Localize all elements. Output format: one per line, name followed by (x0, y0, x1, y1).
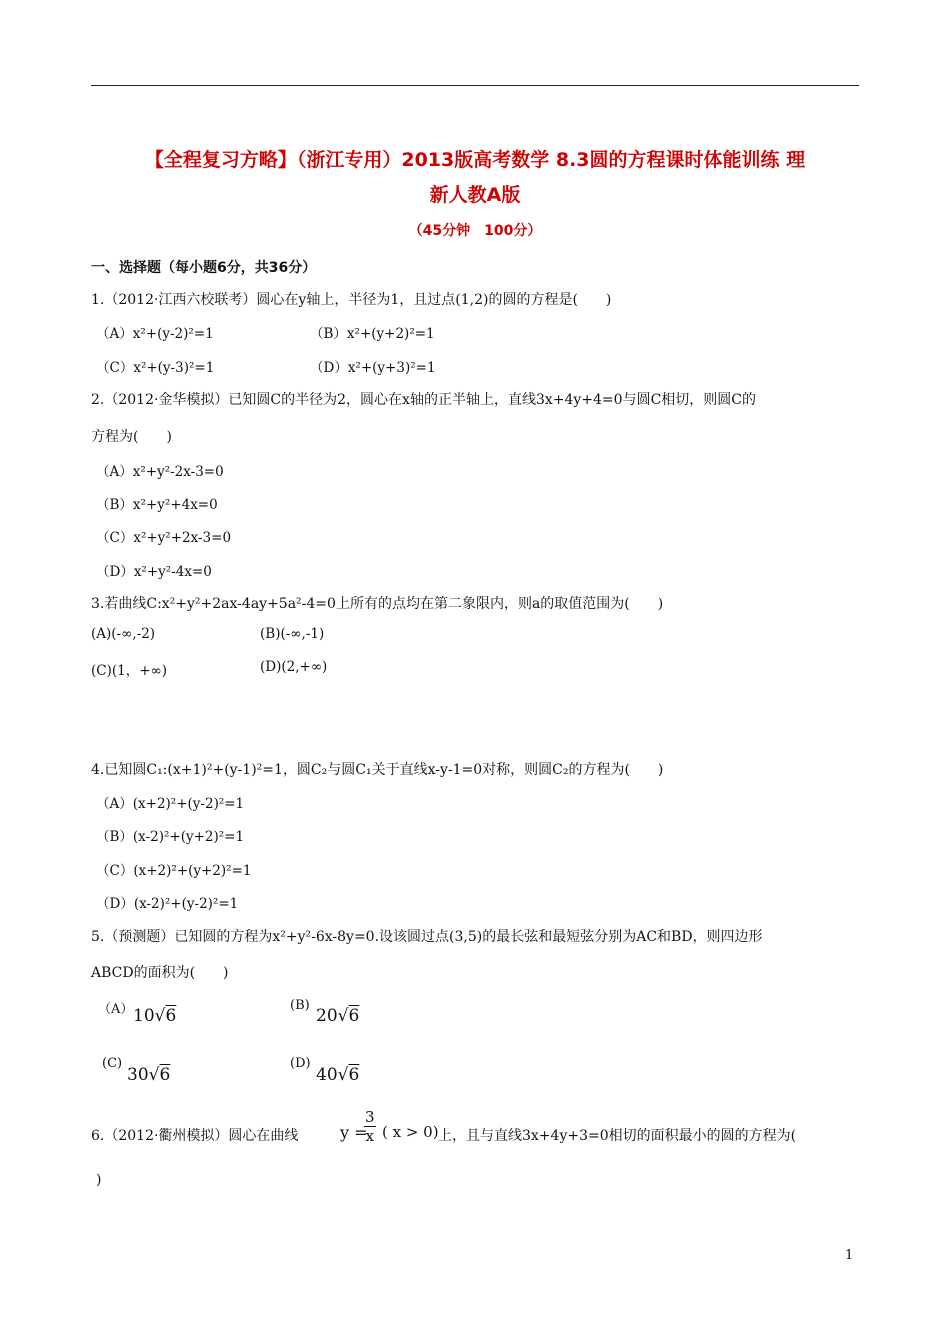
question-2-option-d: （D）x²+y²-4x=0 (96, 564, 212, 580)
question-6-fraction (364, 1108, 376, 1145)
doc-title-line1: 【全程复习方略】（浙江专用）2013版高考数学 8.3圆的方程课时体能训练 理 (144, 149, 806, 171)
question-2-option-a: （A）x²+y²-2x-3=0 (96, 464, 224, 480)
doc-subtitle: （45分钟 100分） (408, 223, 542, 239)
question-2-option-b: （B）x²+y²+4x=0 (96, 497, 218, 513)
question-3-option-c: (C)(1，+∞) (91, 663, 168, 679)
question-5-option-a-label: （A） (98, 1002, 134, 1017)
question-1-option-a: （A）x²+(y-2)²=1 (96, 326, 214, 342)
question-5-option-c-label: (C) (102, 1056, 123, 1071)
doc-title-line2: 新人教A版 (429, 184, 521, 206)
question-3-option-d: (D)(2,+∞) (260, 659, 328, 675)
question-3-option-b: (B)(-∞,-1) (260, 626, 325, 642)
question-1-option-d: （D）x²+(y+3)²=1 (310, 360, 436, 376)
question-4-option-a: （A）(x+2)²+(y-2)²=1 (96, 796, 245, 812)
question-5-option-a-value: 10√6 (133, 1006, 177, 1026)
question-2-stem-line1: 2.（2012·金华模拟）已知圆C的半径为2，圆心在x轴的正半轴上，直线3x+4y+4=0与圆C相切，则圆C的 (91, 392, 756, 408)
question-4-option-c: （C）(x+2)²+(y+2)²=1 (96, 863, 252, 879)
question-6-stem-line2: ) (96, 1172, 102, 1188)
question-5-option-d-label: (D) (290, 1056, 311, 1071)
question-5-option-d-value: 40√6 (316, 1065, 360, 1085)
question-4-option-b: （B）(x-2)²+(y+2)²=1 (96, 829, 245, 845)
question-6-formula-condition: ( x > 0) (382, 1123, 439, 1141)
question-5-option-c-value: 30√6 (127, 1065, 171, 1085)
question-2-option-c: （C）x²+y²+2x-3=0 (96, 530, 232, 546)
question-5-stem-line1: 5.（预测题）已知圆的方程为x²+y²-6x-8y=0.设该圆过点(3,5)的最长弦和最短弦分别为AC和BD，则四边形 (91, 929, 763, 945)
question-4-option-d: （D）(x-2)²+(y-2)²=1 (96, 896, 239, 912)
question-5-option-b-label: (B) (290, 998, 310, 1013)
question-5-stem-line2: ABCD的面积为( ) (91, 965, 229, 981)
header-rule (91, 85, 859, 86)
question-2-stem-line2: 方程为( ) (91, 429, 172, 445)
page-number: 1 (845, 1248, 854, 1263)
section-heading: 一、选择题（每小题6分，共36分） (91, 260, 317, 276)
question-5-option-b-value: 20√6 (316, 1006, 360, 1026)
question-4-stem: 4.已知圆C₁:(x+1)²+(y-1)²=1，圆C₂与圆C₁关于直线x-y-1=0对称，则圆C₂的方程为( ) (91, 762, 664, 778)
question-6-stem-prefix: 6.（2012·衢州模拟）圆心在曲线 (91, 1128, 299, 1144)
question-1-option-c: （C）x²+(y-3)²=1 (96, 360, 215, 376)
question-6-fraction-denominator: x (365, 1127, 374, 1145)
question-3-stem: 3.若曲线C:x²+y²+2ax-4ay+5a²-4=0上所有的点均在第二象限内，则a的取值范围为( ) (91, 596, 664, 612)
question-6-stem-suffix: 上，且与直线3x+4y+3=0相切的面积最小的圆的方程为( (438, 1128, 797, 1144)
question-3-option-a: (A)(-∞,-2) (91, 626, 156, 642)
question-6-fraction-numerator: 3 (365, 1108, 375, 1126)
question-6-formula-lhs: y = (340, 1123, 368, 1142)
question-1-option-b: （B）x²+(y+2)²=1 (310, 326, 435, 342)
question-1-stem: 1.（2012·江西六校联考）圆心在y轴上，半径为1，且过点(1,2)的圆的方程是( ) (91, 292, 612, 308)
